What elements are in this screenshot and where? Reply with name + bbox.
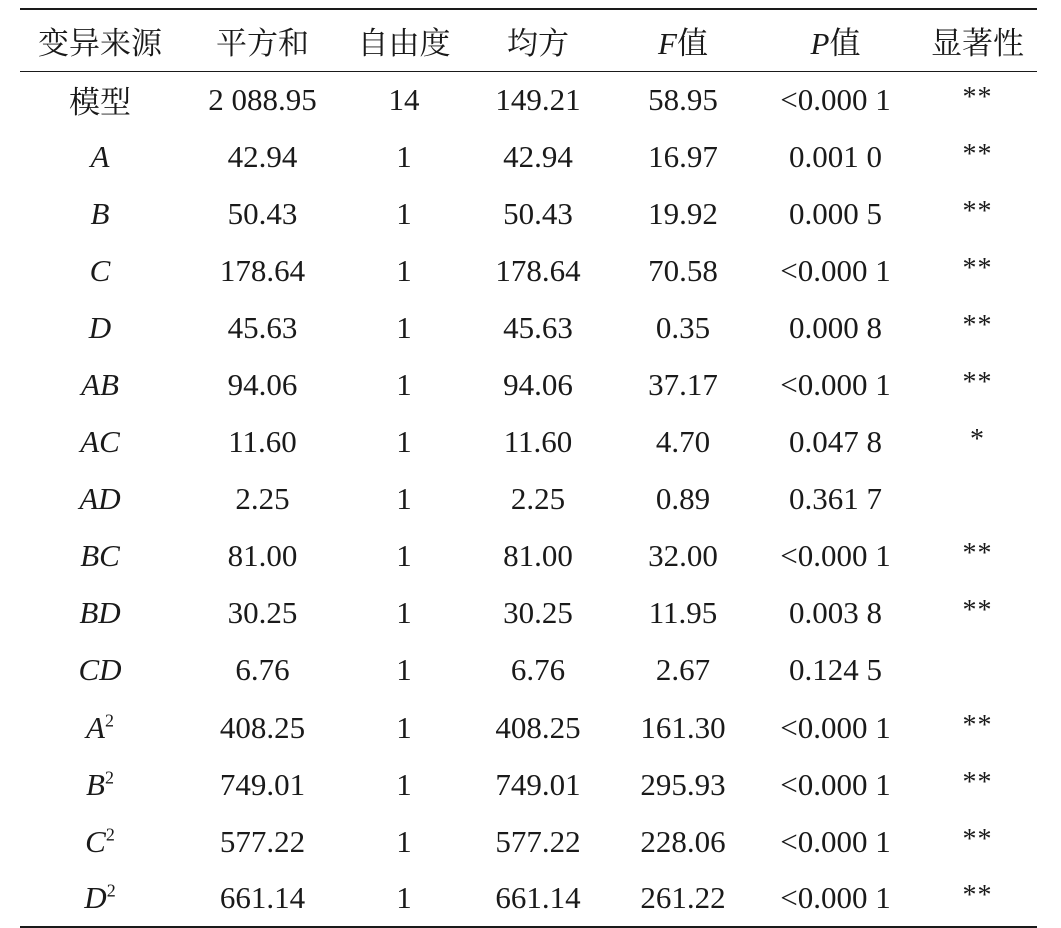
cell-sum-of-squares: 178.64 — [219, 252, 306, 288]
cell-source — [20, 71, 180, 128]
table-row — [20, 528, 1037, 585]
source-label: AD — [79, 481, 121, 517]
source-exponent: 2 — [106, 881, 116, 902]
table-header — [20, 9, 1037, 71]
cell-significance — [918, 128, 1037, 185]
header-p-value — [753, 9, 918, 71]
cell-source — [20, 414, 180, 471]
cell-f-value: 70.58 — [648, 252, 718, 288]
cell-sum-of-squares: 11.60 — [228, 424, 297, 460]
cell-degrees-of-freedom: 14 — [388, 81, 420, 117]
cell-significance — [918, 585, 1037, 642]
cell-p-value: 0.047 8 — [789, 424, 882, 460]
significance-marker: ** — [962, 538, 993, 570]
significance-marker: ** — [962, 309, 993, 341]
significance-marker: ** — [962, 823, 993, 855]
cell-significance — [918, 813, 1037, 870]
cell-source — [20, 813, 180, 870]
cell-significance — [918, 642, 1037, 699]
cell-degrees-of-freedom: 1 — [396, 880, 412, 916]
significance-marker: ** — [962, 252, 993, 284]
significance-marker: ** — [962, 367, 993, 399]
cell-sum-of-squares: 6.76 — [235, 652, 290, 688]
source-label: C — [89, 252, 111, 288]
cell-mean-square: 661.14 — [495, 880, 581, 916]
cell-mean-square: 2.25 — [510, 481, 566, 517]
cell-f-value: 19.92 — [648, 195, 718, 231]
cell-mean-square: 178.64 — [495, 252, 581, 288]
cell-mean-square: 6.76 — [510, 652, 566, 688]
cell-significance — [918, 528, 1037, 585]
header-p-suffix: 值 — [829, 25, 861, 61]
cell-significance — [918, 71, 1037, 128]
header-f-suffix: 值 — [676, 25, 708, 61]
cell-f-value: 16.97 — [648, 138, 718, 174]
cell-p-value: <0.000 1 — [780, 367, 891, 403]
cell-p-value: <0.000 1 — [780, 709, 891, 745]
significance-marker: ** — [962, 138, 993, 170]
cell-mean-square: 45.63 — [503, 309, 573, 345]
source-label: C — [85, 823, 106, 859]
header-sum-of-squares: 平方和 — [216, 25, 309, 61]
table-row — [20, 813, 1037, 870]
cell-mean-square: 11.60 — [503, 424, 573, 460]
significance-marker: ** — [962, 880, 993, 912]
cell-mean-square: 81.00 — [503, 538, 573, 574]
cell-p-value: 0.000 5 — [789, 195, 882, 231]
cell-p-value: <0.000 1 — [780, 823, 891, 859]
source-label: AC — [80, 424, 120, 460]
cell-mean-square: 749.01 — [495, 766, 581, 802]
cell-mean-square: 149.21 — [495, 81, 581, 117]
source-label: A — [90, 138, 110, 174]
cell-sum-of-squares: 81.00 — [227, 538, 298, 574]
cell-degrees-of-freedom: 1 — [396, 195, 412, 231]
cell-sum-of-squares: 45.63 — [227, 309, 298, 345]
cell-p-value: 0.000 8 — [789, 309, 882, 345]
cell-significance — [918, 356, 1037, 413]
cell-sum-of-squares: 2.25 — [235, 481, 290, 517]
cell-p-value: 0.001 0 — [789, 138, 882, 174]
cell-f-value: 0.89 — [655, 481, 711, 517]
cell-p-value: <0.000 1 — [780, 766, 891, 802]
header-f-letter: F — [658, 25, 677, 61]
cell-sum-of-squares: 50.43 — [227, 195, 298, 231]
source-label: BD — [79, 595, 121, 631]
cell-source — [20, 528, 180, 585]
header-significance: 显著性 — [931, 25, 1024, 61]
cell-source — [20, 356, 180, 413]
cell-degrees-of-freedom: 1 — [396, 481, 412, 517]
source-label: AB — [81, 367, 119, 403]
cell-p-value: 0.124 5 — [789, 652, 882, 688]
cell-degrees-of-freedom: 1 — [396, 367, 412, 403]
cell-degrees-of-freedom: 1 — [396, 766, 412, 802]
cell-p-value: <0.000 1 — [780, 252, 891, 288]
significance-marker: ** — [962, 709, 993, 741]
cell-significance — [918, 756, 1037, 813]
cell-sum-of-squares: 577.22 — [219, 823, 306, 859]
cell-source — [20, 756, 180, 813]
table-row — [20, 356, 1037, 413]
cell-source — [20, 299, 180, 356]
cell-f-value: 228.06 — [640, 823, 726, 859]
cell-source — [20, 585, 180, 642]
cell-significance — [918, 870, 1037, 927]
cell-significance — [918, 242, 1037, 299]
cell-source — [20, 642, 180, 699]
table-body — [20, 71, 1037, 927]
source-label: BC — [80, 538, 120, 574]
cell-sum-of-squares: 42.94 — [227, 138, 298, 174]
table-row — [20, 471, 1037, 528]
header-mean-square: 均方 — [507, 25, 569, 61]
table-row — [20, 870, 1037, 927]
cell-f-value: 58.95 — [648, 81, 718, 117]
source-label: B — [90, 195, 110, 231]
significance-marker: ** — [962, 195, 993, 227]
cell-f-value: 0.35 — [655, 309, 711, 345]
cell-degrees-of-freedom: 1 — [396, 138, 412, 174]
cell-mean-square: 577.22 — [495, 823, 581, 859]
header-row — [20, 9, 1037, 71]
header-p-letter: P — [810, 25, 830, 61]
cell-mean-square: 408.25 — [495, 709, 581, 745]
cell-degrees-of-freedom: 1 — [396, 823, 412, 859]
table-row — [20, 699, 1037, 756]
cell-degrees-of-freedom: 1 — [396, 252, 412, 288]
source-exponent: 2 — [104, 767, 114, 788]
source-exponent: 2 — [105, 824, 115, 845]
cell-f-value: 32.00 — [648, 538, 718, 574]
cell-mean-square: 94.06 — [503, 367, 573, 403]
cell-source — [20, 128, 180, 185]
cell-degrees-of-freedom: 1 — [396, 595, 412, 631]
source-label: D — [84, 880, 107, 916]
source-label: CD — [78, 652, 122, 688]
cell-source — [20, 870, 180, 927]
table-row — [20, 756, 1037, 813]
cell-mean-square: 50.43 — [503, 195, 573, 231]
header-source: 变异来源 — [38, 25, 162, 61]
table-row — [20, 185, 1037, 242]
cell-f-value: 37.17 — [648, 367, 718, 403]
table-row — [20, 71, 1037, 128]
cell-p-value: 0.003 8 — [789, 595, 882, 631]
cell-f-value: 295.93 — [640, 766, 726, 802]
significance-marker: ** — [962, 81, 993, 113]
cell-significance — [918, 471, 1037, 528]
header-f-value — [613, 9, 753, 71]
cell-degrees-of-freedom: 1 — [396, 538, 412, 574]
cell-significance — [918, 414, 1037, 471]
table-row — [20, 414, 1037, 471]
cell-f-value: 261.22 — [640, 880, 726, 916]
cell-sum-of-squares: 94.06 — [227, 367, 298, 403]
table-row — [20, 128, 1037, 185]
source-exponent: 2 — [104, 710, 114, 731]
cell-degrees-of-freedom: 1 — [396, 309, 412, 345]
cell-p-value: 0.361 7 — [789, 481, 882, 517]
cell-f-value: 161.30 — [640, 709, 726, 745]
cell-degrees-of-freedom: 1 — [396, 424, 412, 460]
cell-significance — [918, 185, 1037, 242]
cell-degrees-of-freedom: 1 — [396, 652, 412, 688]
cell-significance — [918, 699, 1037, 756]
table-row — [20, 242, 1037, 299]
source-label: A — [86, 709, 105, 745]
significance-marker: * — [970, 424, 985, 456]
cell-sum-of-squares: 2 088.95 — [208, 81, 317, 117]
cell-f-value: 2.67 — [655, 652, 711, 688]
cell-f-value: 4.70 — [655, 424, 711, 460]
cell-mean-square: 42.94 — [503, 138, 573, 174]
cell-sum-of-squares: 661.14 — [219, 880, 306, 916]
cell-p-value: <0.000 1 — [780, 81, 891, 117]
table-row — [20, 585, 1037, 642]
significance-marker: ** — [962, 595, 993, 627]
table-row — [20, 299, 1037, 356]
cell-mean-square: 30.25 — [503, 595, 573, 631]
cell-source — [20, 699, 180, 756]
cell-p-value: <0.000 1 — [780, 880, 891, 916]
cell-source — [20, 242, 180, 299]
source-label: D — [88, 309, 112, 345]
cell-significance — [918, 299, 1037, 356]
significance-marker: ** — [962, 766, 993, 798]
cell-sum-of-squares: 408.25 — [219, 709, 306, 745]
anova-table — [20, 8, 1037, 928]
cell-source — [20, 185, 180, 242]
source-label: 模型 — [69, 85, 131, 121]
source-label: B — [86, 766, 105, 802]
cell-p-value: <0.000 1 — [780, 538, 891, 574]
cell-sum-of-squares: 749.01 — [219, 766, 306, 802]
cell-f-value: 11.95 — [648, 595, 718, 631]
header-degrees-of-freedom: 自由度 — [357, 25, 451, 61]
cell-degrees-of-freedom: 1 — [396, 709, 412, 745]
cell-source — [20, 471, 180, 528]
table-row — [20, 642, 1037, 699]
cell-sum-of-squares: 30.25 — [227, 595, 298, 631]
